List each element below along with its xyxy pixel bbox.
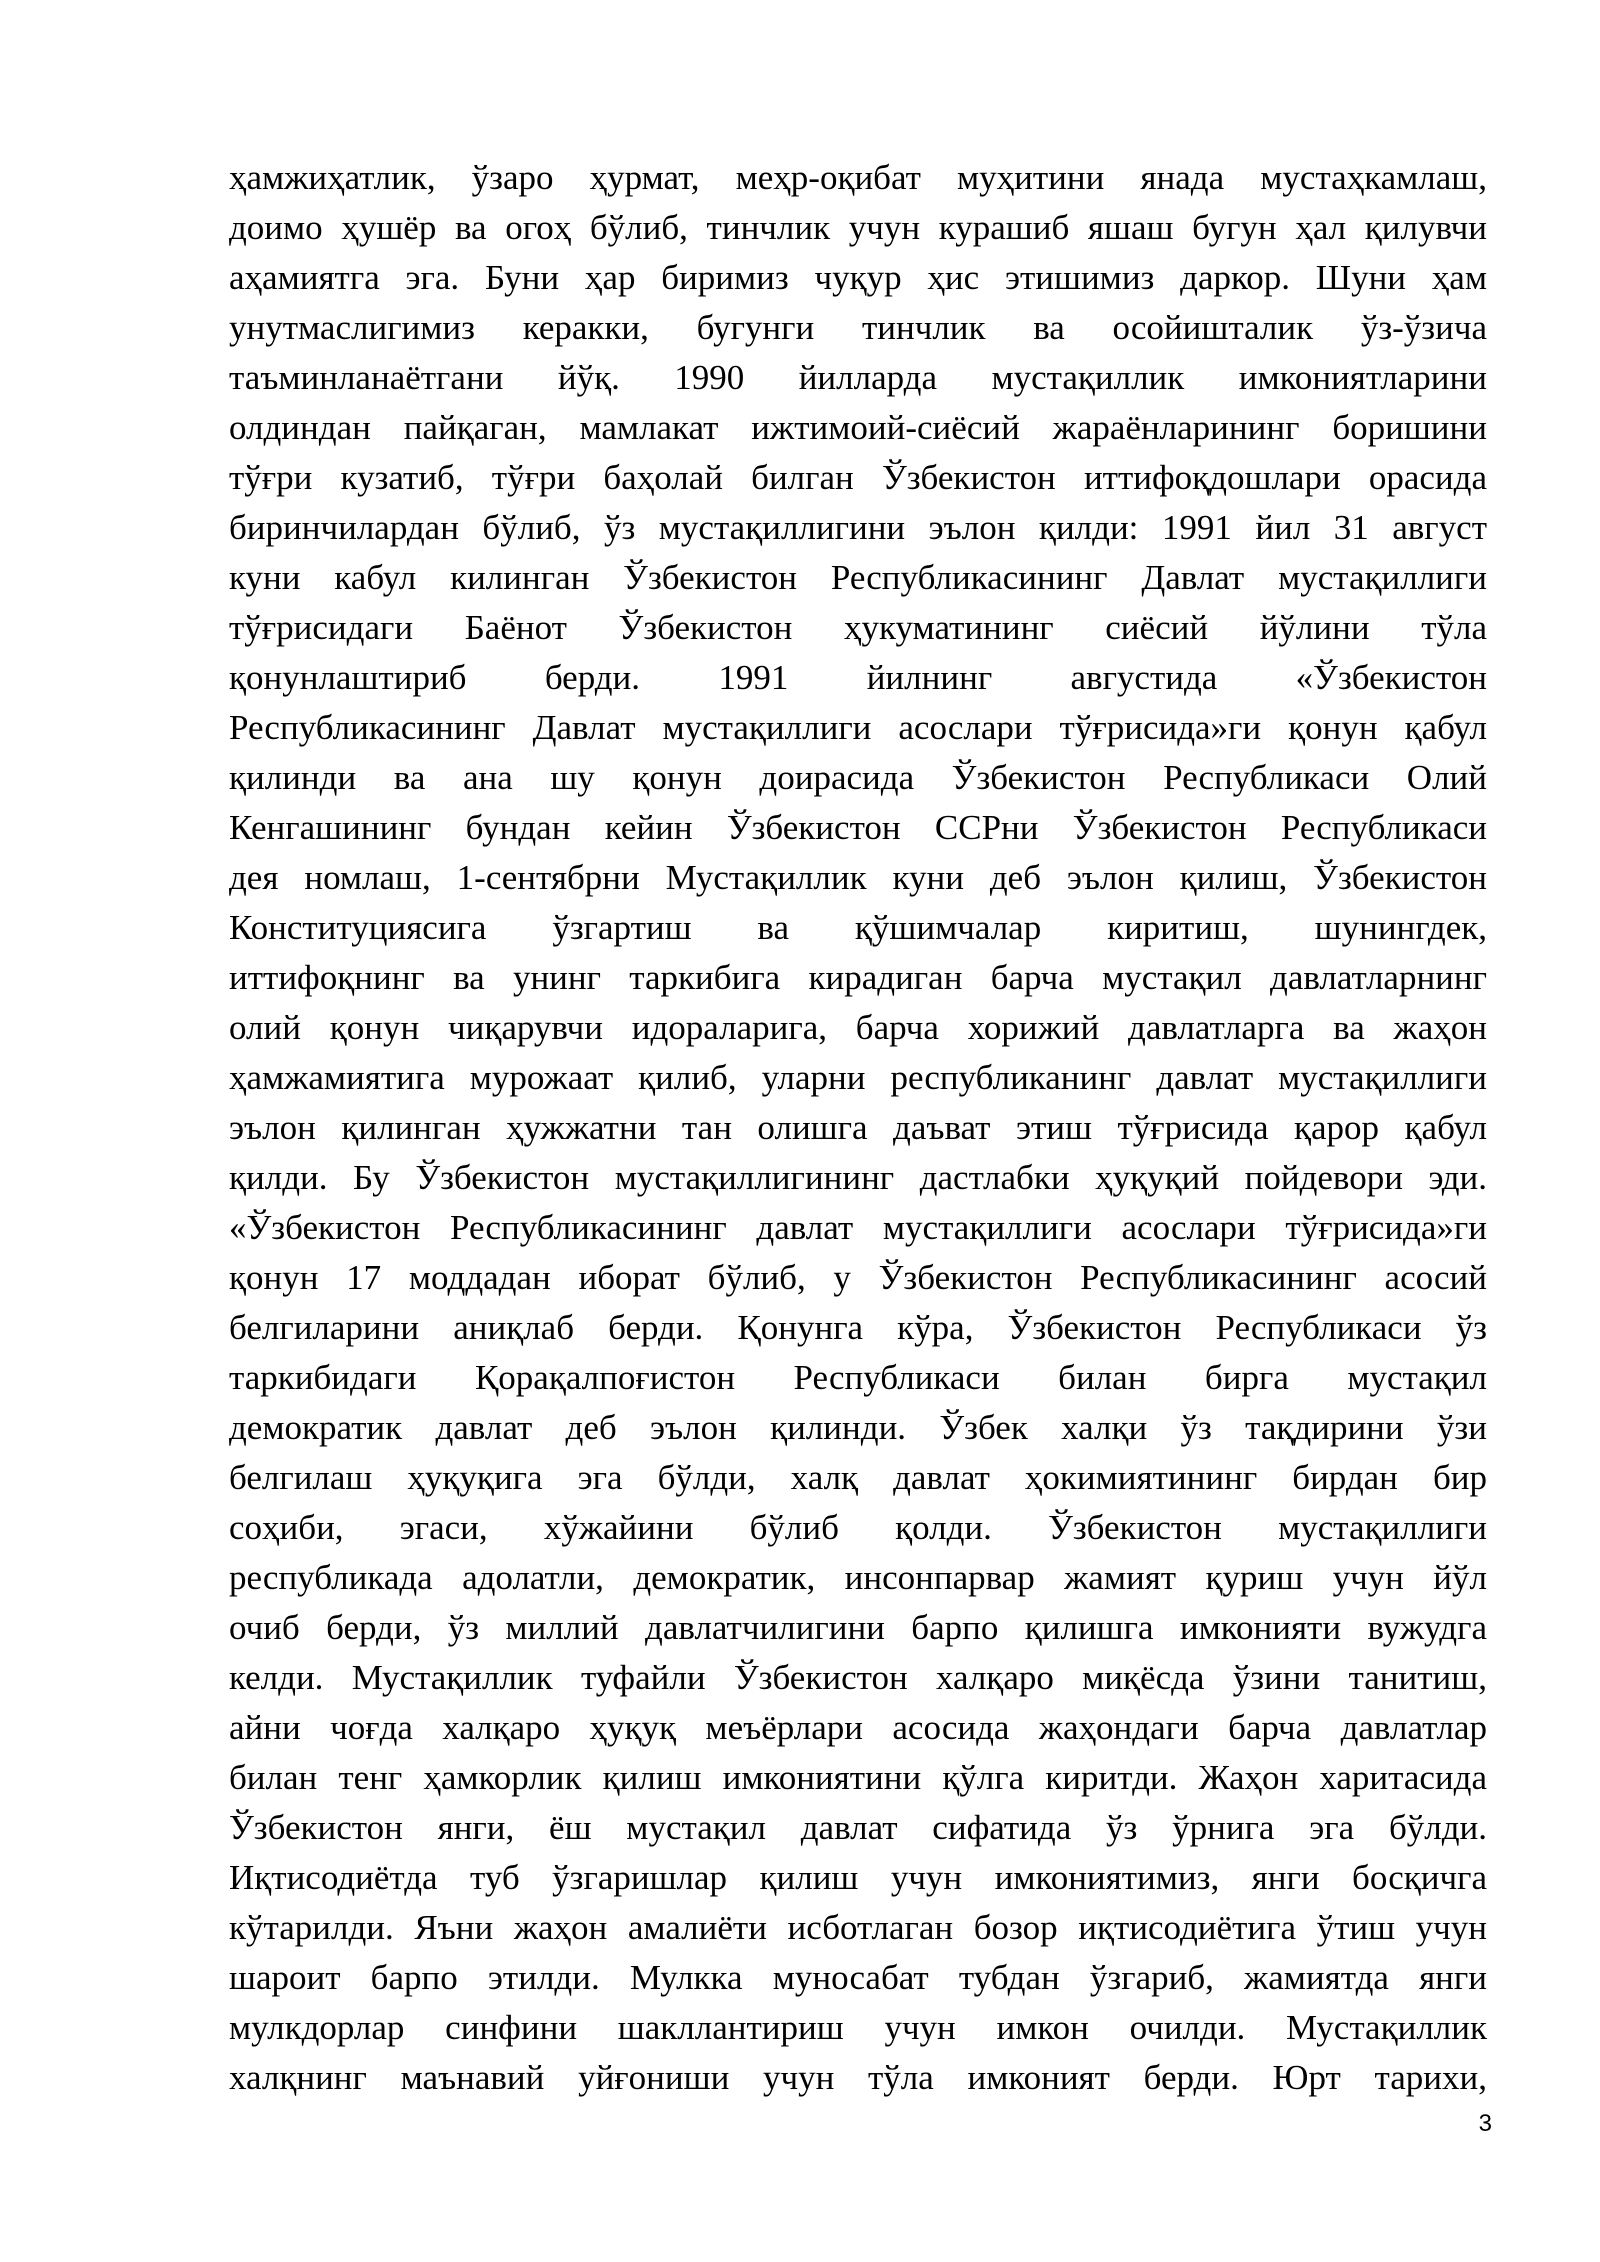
text-line: қонунлаштириб берди. 1991 йилнинг августида «Ўзбекистон [229, 658, 1487, 697]
text-line: «Ўзбекистон Республикасининг давлат мустақиллиги асослари тўғрисида»ги [229, 1208, 1487, 1247]
text-line: таркибидаги Қорақалпоғистон Республикаси билан бирга мустақил [229, 1358, 1487, 1397]
text-line: ҳамжиҳатлик, ўзаро ҳурмат, меҳр-оқибат муҳитини янада мустаҳкамлаш, [229, 158, 1487, 197]
text-line: соҳиби, эгаси, хўжайини бўлиб қолди. Ўзбекистон мустақиллиги [229, 1508, 1487, 1547]
text-line: Иқтисодиётда туб ўзгаришлар қилиш учун имкониятимиз, янги босқичга [229, 1858, 1487, 1897]
text-line: унутмаслигимиз керакки, бугунги тинчлик ва осойишталик ўз-ўзича [229, 308, 1487, 347]
text-line: олдиндан пайқаган, мамлакат ижтимоий-сиёсий жараёнларининг боришини [229, 408, 1487, 447]
text-line: таъминланаётгани йўқ. 1990 йилларда мустақиллик имкониятларини [229, 358, 1487, 397]
text-line: Конституциясига ўзгартиш ва қўшимчалар киритиш, шунингдек, [229, 908, 1487, 947]
text-line: ҳамжамиятига мурожаат қилиб, уларни республиканинг давлат мустақиллиги [229, 1058, 1487, 1097]
text-line: Республикасининг Давлат мустақиллиги асослари тўғрисида»ги қонун қабул [229, 708, 1487, 747]
text-line: қилинди ва ана шу қонун доирасида Ўзбекистон Республикаси Олий [229, 758, 1487, 797]
text-line: демократик давлат деб эълон қилинди. Ўзбек халқи ўз тақдирини ўзи [229, 1408, 1487, 1447]
text-line: белгиларини аниқлаб берди. Қонунга кўра, Ўзбекистон Республикаси ўз [229, 1308, 1487, 1347]
text-line: дея номлаш, 1-сентябрни Мустақиллик куни деб эълон қилиш, Ўзбекистон [229, 858, 1487, 897]
text-line: халқнинг маънавий уйғониши учун тўла имконият берди. Юрт тарихи, [229, 2058, 1487, 2097]
text-line: республикада адолатли, демократик, инсонпарвар жамият қуриш учун йўл [229, 1558, 1487, 1597]
text-line: тўғрисидаги Баёнот Ўзбекистон ҳукуматининг сиёсий йўлини тўла [229, 608, 1487, 647]
text-line: эълон қилинган ҳужжатни тан олишга даъват этиш тўғрисида қарор қабул [229, 1108, 1487, 1147]
text-line: биринчилардан бўлиб, ўз мустақиллигини эълон қилди: 1991 йил 31 август [229, 508, 1487, 547]
text-line: қилди. Бу Ўзбекистон мустақиллигининг дастлабки ҳуқуқий пойдевори эди. [229, 1158, 1487, 1197]
text-line: келди. Мустақиллик туфайли Ўзбекистон халқаро миқёсда ўзини танитиш, [229, 1658, 1487, 1697]
text-line: очиб берди, ўз миллий давлатчилигини барпо қилишга имконияти вужудга [229, 1608, 1487, 1647]
text-line: доимо ҳушёр ва огоҳ бўлиб, тинчлик учун курашиб яшаш бугун ҳал қилувчи [229, 208, 1487, 247]
text-line: шароит барпо этилди. Мулкка муносабат тубдан ўзгариб, жамиятда янги [229, 1958, 1487, 1997]
text-line: олий қонун чиқарувчи идораларига, барча хорижий давлатларга ва жаҳон [229, 1008, 1487, 1047]
text-line: билан тенг ҳамкорлик қилиш имкониятини қўлга киритди. Жаҳон харитасида [229, 1758, 1487, 1797]
text-line: аҳамиятга эга. Буни ҳар биримиз чуқур ҳис этишимиз даркор. Шуни ҳам [229, 258, 1487, 297]
text-line: Ўзбекистон янги, ёш мустақил давлат сифатида ўз ўрнига эга бўлди. [229, 1808, 1487, 1847]
text-line: белгилаш ҳуқуқига эга бўлди, халқ давлат ҳокимиятининг бирдан бир [229, 1458, 1487, 1497]
text-line: тўғри кузатиб, тўғри баҳолай билган Ўзбекистон иттифоқдошлари орасида [229, 458, 1487, 497]
text-line: иттифоқнинг ва унинг таркибига кирадиган барча мустақил давлатларнинг [229, 958, 1487, 997]
text-line: куни кабул килинган Ўзбекистон Республикасининг Давлат мустақиллиги [229, 558, 1487, 597]
body-text [229, 153, 1487, 2103]
text-line: қонун 17 моддадан иборат бўлиб, у Ўзбекистон Республикасининг асосий [229, 1258, 1487, 1297]
text-line: кўтарилди. Яъни жаҳон амалиёти исботлаган бозор иқтисодиётига ўтиш учун [229, 1908, 1487, 1947]
page-number: 3 [1478, 2110, 1492, 2137]
text-line: мулкдорлар синфини шакллантириш учун имкон очилди. Мустақиллик [229, 2008, 1487, 2047]
text-line: айни чоғда халқаро ҳуқуқ меъёрлари асосида жаҳондаги барча давлатлар [229, 1708, 1487, 1747]
text-line: Кенгашининг бундан кейин Ўзбекистон ССРни Ўзбекистон Республикаси [229, 808, 1487, 847]
